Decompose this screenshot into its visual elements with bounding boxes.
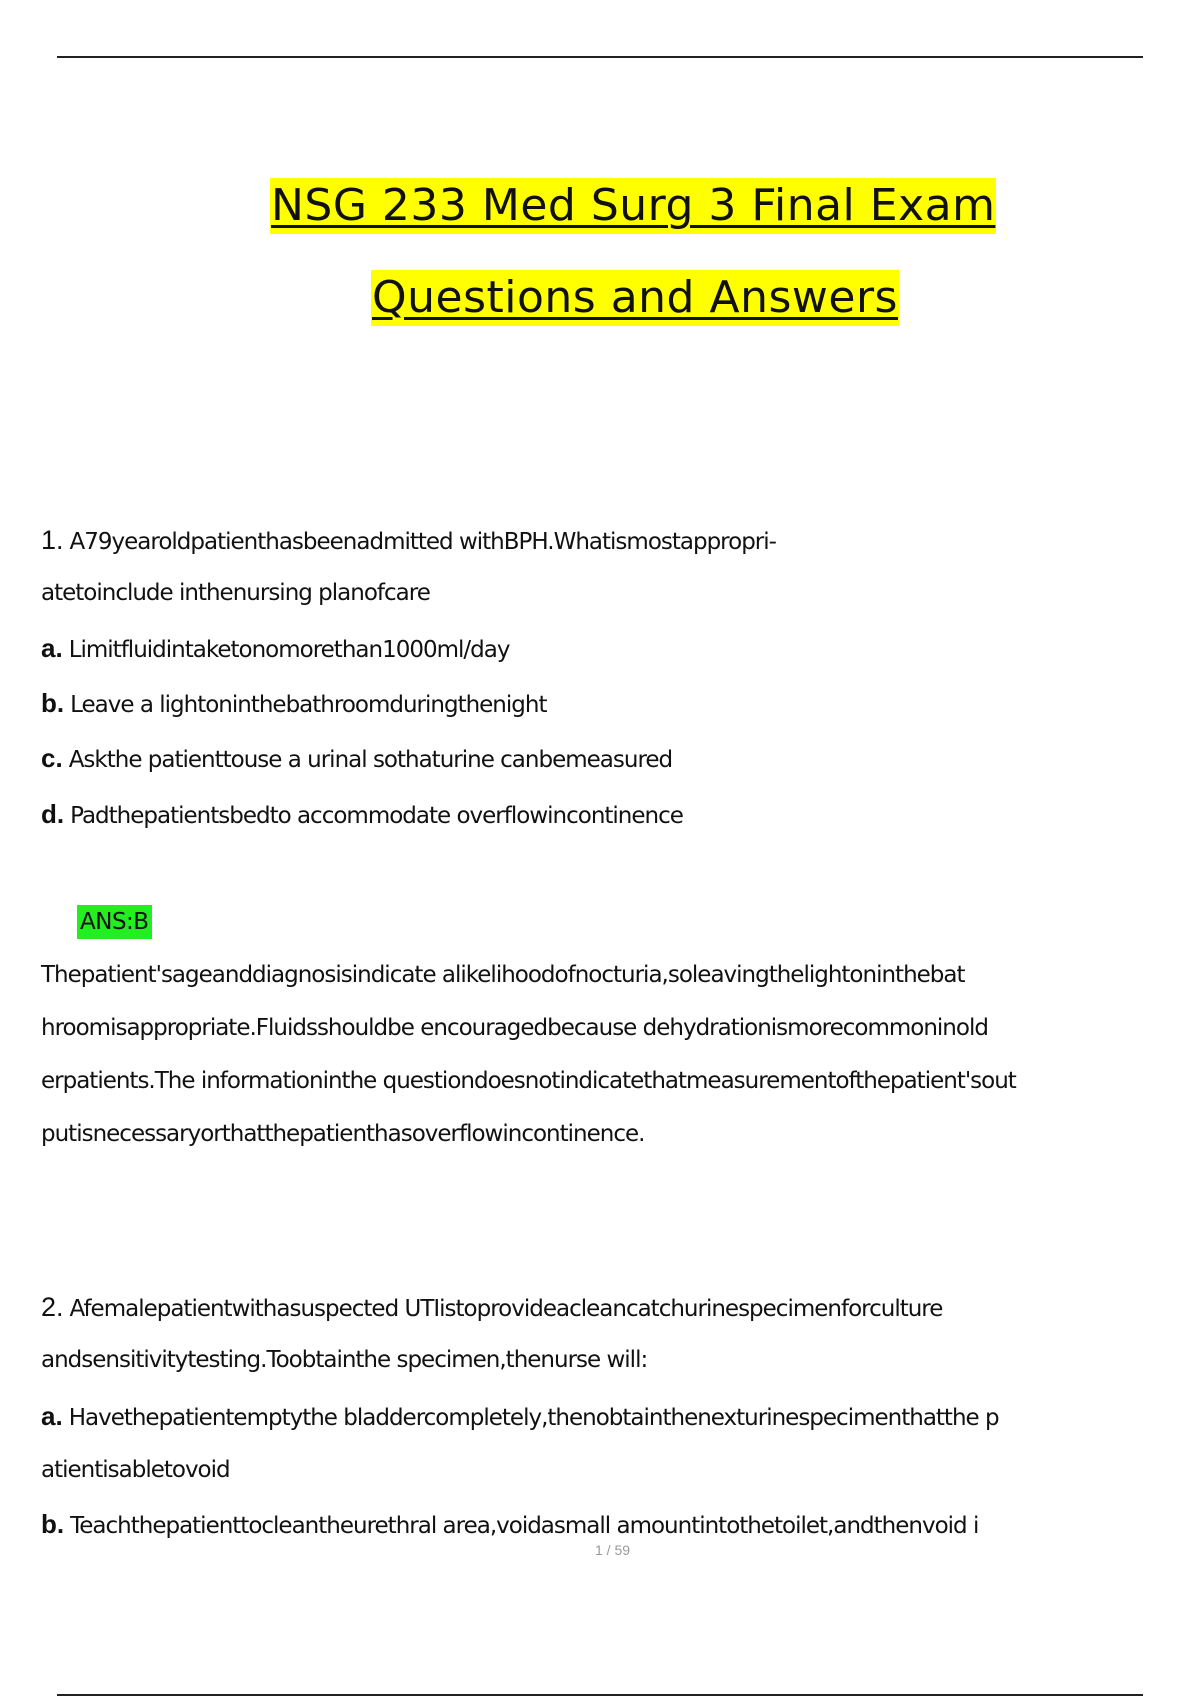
question-1-number: 1.	[41, 525, 64, 555]
question-1-stem-line-1	[41, 525, 776, 557]
option-letter: b.	[41, 688, 65, 718]
question-2-text-line-2: andsensitivitytesting.Toobtainthe specimen,thenurse will:	[41, 1347, 648, 1373]
document-title-line-2: Questions and Answers	[371, 270, 899, 326]
option-text: Havethepatientemptythe bladdercompletely,thenobtainthenexturinespecimenthatthe p	[68, 1405, 999, 1431]
top-rule	[57, 56, 1143, 58]
option-letter: a.	[41, 1401, 63, 1431]
option-text: Teachthepatienttocleantheurethral area,voidasmall amountintothetoilet,andthenvoid i	[70, 1513, 979, 1539]
rationale-line-3: erpatients.The informationinthe questiondoesnotindicatethatmeasurementofthepatient'sout	[41, 1068, 1016, 1094]
option-text: Limitfluidintaketonomorethan1000ml/day	[68, 637, 510, 663]
question-1-text-line-2: atetoinclude inthenursing planofcare	[41, 580, 430, 606]
question-2-option-a	[41, 1401, 999, 1433]
question-2-stem-line-1	[41, 1292, 942, 1324]
option-text: Padthepatientsbedto accommodate overflowincontinence	[70, 803, 683, 829]
rationale-line-2: hroomisappropriate.Fluidsshouldbe encouragedbecause dehydrationismorecommoninold	[41, 1015, 988, 1041]
question-2-option-b	[41, 1509, 978, 1541]
option-letter: b.	[41, 1509, 65, 1539]
page-indicator: 1 / 59	[594, 1542, 631, 1558]
option-letter: d.	[41, 799, 65, 829]
question-2-number: 2.	[41, 1292, 64, 1322]
option-letter: c.	[41, 743, 63, 773]
option-text: Askthe patienttouse a urinal sothaturine canbemeasured	[68, 747, 673, 773]
question-1-option-d	[41, 799, 683, 831]
option-text: Leave a lightoninthebathroomduringthenight	[70, 692, 547, 718]
question-1-text-line-1: A79yearoldpatienthasbeenadmitted withBPH.Whatismostappropri-	[69, 529, 776, 555]
rationale-line-1: Thepatient'sageanddiagnosisindicate alikelihoodofnocturia,soleavingthelightoninthebat	[41, 962, 965, 988]
bottom-rule	[57, 1694, 1143, 1696]
question-1-option-c	[41, 743, 672, 775]
question-1-option-b	[41, 688, 546, 720]
question-2-text-line-1: Afemalepatientwithasuspected UTIistoprovideacleancatchurinespecimenforculture	[69, 1296, 943, 1322]
question-2-option-a-continued: atientisabletovoid	[41, 1457, 230, 1483]
question-1-option-a	[41, 633, 509, 665]
option-letter: a.	[41, 633, 63, 663]
answer-badge: ANS:B	[77, 905, 152, 939]
rationale-line-4: putisnecessaryorthatthepatienthasoverflowincontinence.	[41, 1121, 645, 1147]
document-title-line-1: NSG 233 Med Surg 3 Final Exam	[270, 178, 996, 234]
